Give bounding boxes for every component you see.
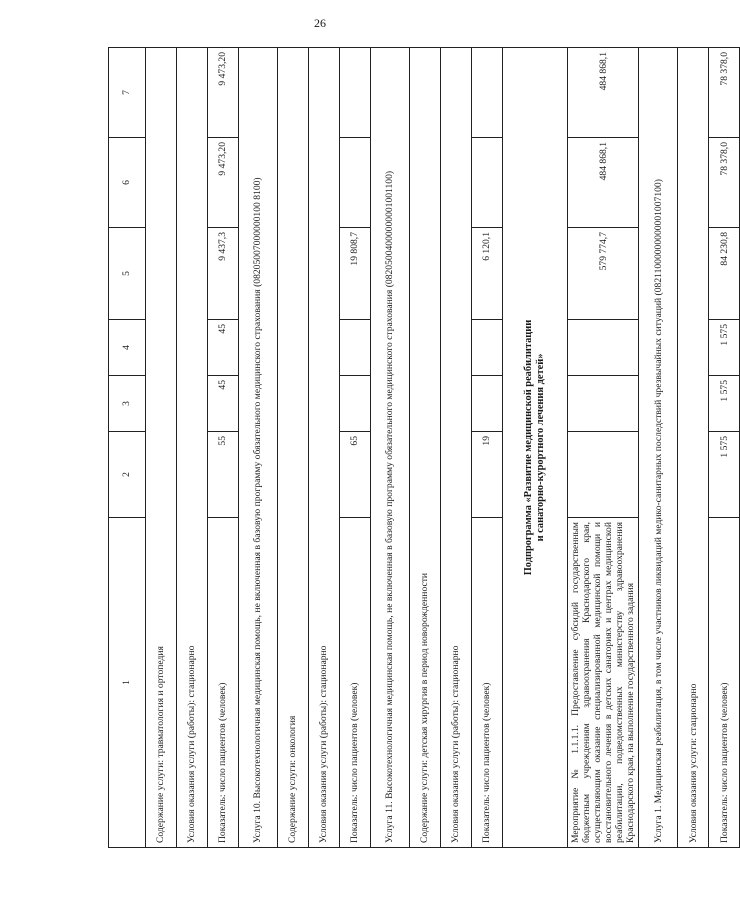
- subprogram-heading: [503, 48, 568, 848]
- column-header: 5: [109, 228, 146, 320]
- value-cell: 1 575: [709, 376, 740, 432]
- indicator-label: Показатель: число пациентов (человек): [709, 518, 740, 848]
- table-row: [410, 48, 441, 848]
- value-cell: 579 774,7: [568, 228, 639, 320]
- value-cell: [340, 48, 371, 138]
- indicator-label: Показатель: число пациентов (человек): [208, 518, 239, 848]
- table-row: [340, 48, 371, 848]
- value-cell: 484 868,1: [568, 48, 639, 138]
- service-content: Содержание услуги: детская хирургия в период новорожденности: [410, 48, 441, 848]
- value-cell: [472, 48, 503, 138]
- table-row: [208, 48, 239, 848]
- table-row: [146, 48, 177, 848]
- table-row: [309, 48, 340, 848]
- value-cell: 45: [208, 376, 239, 432]
- measure-description: Мероприятие № 1.1.1.1. Предоставление субсидий государственным бюджетным учреждениям здравоохранения Краснодарского края, осуществляющим оказание специализированной медицинской помощи и восстановительного лечения в детских санаториях и центрах медицинской реабилитации, подведомственных министерству здравоохранения Краснодарского края, на выполнение государственного задания: [568, 518, 639, 848]
- column-header: 2: [109, 432, 146, 518]
- table-row: [441, 48, 472, 848]
- value-cell: 55: [208, 432, 239, 518]
- value-cell: 9 437,3: [208, 228, 239, 320]
- service-content: Содержание услуги: травматология и ортопедия: [146, 48, 177, 848]
- value-cell: 484 868,1: [568, 138, 639, 228]
- data-table: [108, 47, 740, 848]
- table-row: [503, 48, 568, 848]
- value-cell: [472, 138, 503, 228]
- page-number: 26: [314, 16, 326, 30]
- value-cell: 1 575: [709, 432, 740, 518]
- value-cell: 6 120,1: [472, 228, 503, 320]
- table-row: [709, 48, 740, 848]
- value-cell: [568, 320, 639, 376]
- service-title: Услуга 10. Высокотехнологичная медицинская помощь, не включенная в базовую программу обязательного медицинского страхования (08205007000000100 8100): [239, 48, 278, 848]
- column-header: 3: [109, 376, 146, 432]
- value-cell: [340, 376, 371, 432]
- service-content: Содержание услуги: онкология: [278, 48, 309, 848]
- value-cell: 84 230,8: [709, 228, 740, 320]
- table-row: [239, 48, 278, 848]
- indicator-label: Показатель: число пациентов (человек): [472, 518, 503, 848]
- table-row: [678, 48, 709, 848]
- service-conditions: Условия оказания услуги (работы): стационарно: [309, 48, 340, 848]
- service-conditions: Условия оказания услуги: стационарно: [678, 48, 709, 848]
- column-header: 7: [109, 48, 146, 138]
- column-header: 4: [109, 320, 146, 376]
- service-conditions: Условия оказания услуги (работы): стационарно: [177, 48, 208, 848]
- value-cell: 19: [472, 432, 503, 518]
- table-row: [177, 48, 208, 848]
- table-row: [472, 48, 503, 848]
- value-cell: 19 808,7: [340, 228, 371, 320]
- column-header: 1: [109, 518, 146, 848]
- header-row: [109, 48, 146, 848]
- table-row: [568, 48, 639, 848]
- service-title: Услуга 11. Высокотехнологичная медицинская помощь, не включенная в базовую программу обязательного медицинского страхования (08205004000000001001100): [371, 48, 410, 848]
- subprogram-heading-line: и санаторно-курортного лечения детей»: [535, 353, 546, 542]
- service-conditions: Условия оказания услуги (работы): стационарно: [441, 48, 472, 848]
- table-row: [278, 48, 309, 848]
- value-cell: 45: [208, 320, 239, 376]
- value-cell: 65: [340, 432, 371, 518]
- value-cell: 78 378,0: [709, 138, 740, 228]
- value-cell: 9 473,20: [208, 138, 239, 228]
- value-cell: 9 473,20: [208, 48, 239, 138]
- value-cell: [472, 320, 503, 376]
- value-cell: 78 378,0: [709, 48, 740, 138]
- table-row: [639, 48, 678, 848]
- value-cell: [340, 138, 371, 228]
- value-cell: [340, 320, 371, 376]
- subprogram-heading-line: Подпрограмма «Развитие медицинской реабилитации: [523, 319, 535, 576]
- value-cell: [568, 432, 639, 518]
- value-cell: [472, 376, 503, 432]
- value-cell: 1 575: [709, 320, 740, 376]
- service-title: Услуга 1. Медицинская реабилитация, в том числе участников ликвидаций медико-санитарных последствий чрезвычайных ситуаций (08211000000000001007100): [639, 48, 678, 848]
- indicator-label: Показатель: число пациентов (человек): [340, 518, 371, 848]
- rotated-table-area: [108, 48, 730, 848]
- column-header: 6: [109, 138, 146, 228]
- value-cell: [568, 376, 639, 432]
- table-row: [371, 48, 410, 848]
